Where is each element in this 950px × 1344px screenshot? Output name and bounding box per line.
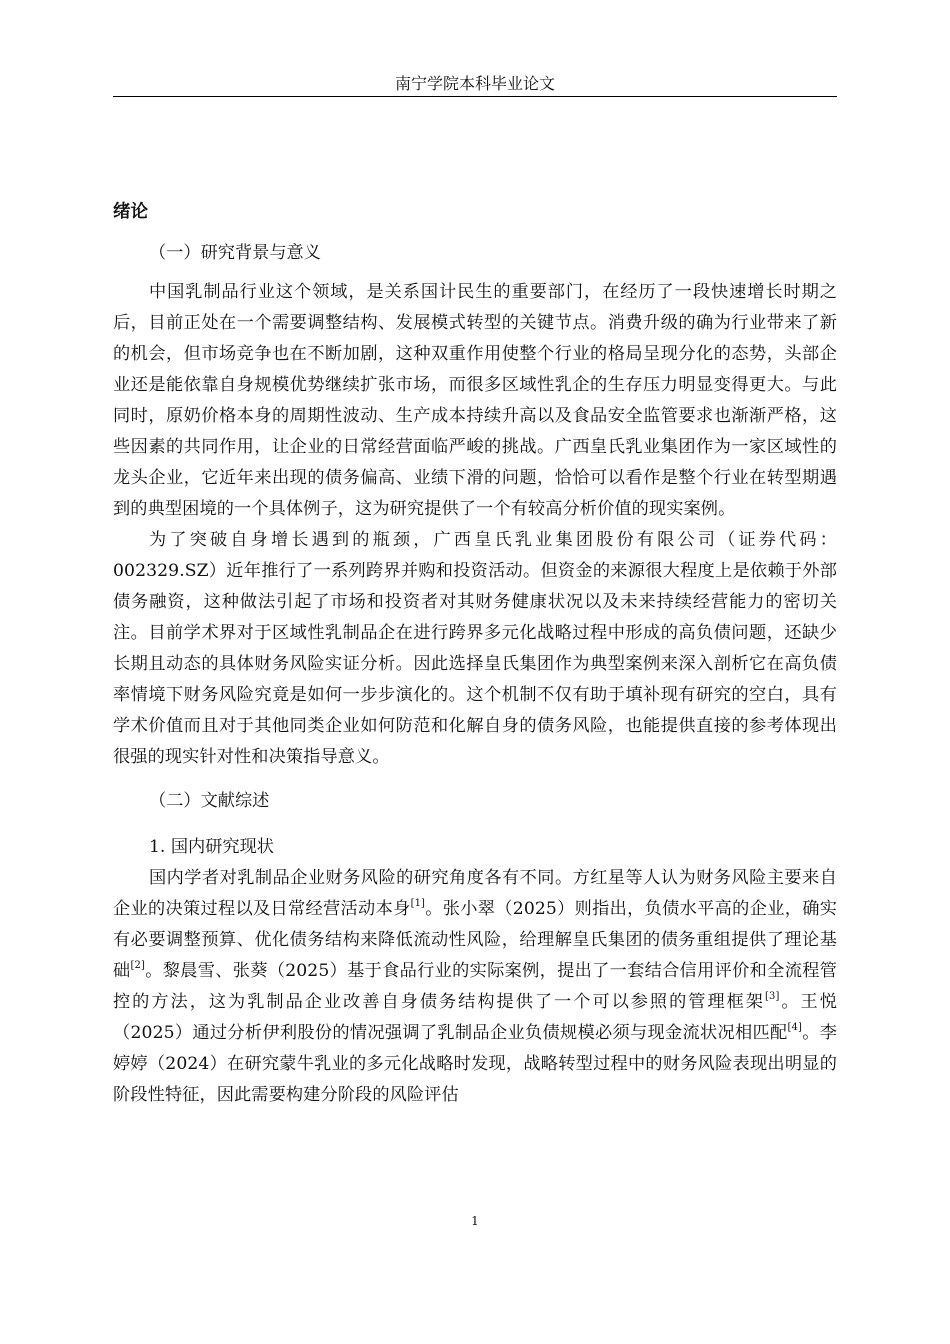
header-rule: [113, 96, 837, 97]
page-number: 1: [471, 1214, 479, 1228]
paragraph-background: 中国乳制品行业这个领域，是关系国计民生的重要部门，在经历了一段快速增长时期之后，目前正处在一个需要调整结构、发展模式转型的关键节点。消费升级的确为行业带来了新的机会，但市场竞争也在不断加剧，这种双重作用使整个行业的格局呈现分化的态势，头部企业还是能依靠自身规模优势继续扩张市场，而很多区域性乳企的生存压力明显变得更大。与此同时，原奶价格本身的周期性波动、生产成本持续升高以及食品安全监管要求也渐渐严格，这些因素的共同作用，让企业的日常经营面临严峻的挑战。广西皇氏乳业集团作为一家区域性的龙头企业，它近年来出现的债务偏高、业绩下滑的问题，恰恰可以看作是整个行业在转型期遇到的典型困境的一个具体例子，这为研究提供了一个有较高分析价值的现实案例。: [113, 282, 837, 519]
text-run: 国内学者对乳制品企业财务风险的研究角度各有不同。方红星等人认为财务风险主要来自企业的决策过程以及日常经营活动本身: [113, 868, 837, 919]
subsection-heading-domestic: 1. 国内研究现状: [149, 837, 274, 857]
page-body: [113, 196, 837, 1111]
text-run: 。王悦（2025）通过分析伊利股份的情况强调了乳制品企业负债规模必须与现金流状况相匹配: [113, 992, 837, 1043]
text-run: 。黎晨雪、张葵（2025）基于食品行业的实际案例，提出了一套结合信用评价和全流程管控的方法，这为乳制品企业改善自身债务结构提供了一个可以参照的管理框架: [113, 961, 837, 1012]
section-heading-background: （一）研究背景与意义: [149, 243, 321, 263]
citation-ref: [2]: [130, 960, 145, 972]
paragraph-significance: 为了突破自身增长遇到的瓶颈，广西皇氏乳业集团股份有限公司（证券代码：002329.SZ）近年推行了一系列跨界并购和投资活动。但资金的来源很大程度上是依赖于外部债务融资，这种做法引起了市场和投资者对其财务健康状况以及未来持续经营能力的密切关注。目前学术界对于区域性乳制品企在进行跨界多元化战略过程中形成的高负债问题，还缺少长期且动态的具体财务风险实证分析。因此选择皇氏集团作为典型案例来深入剖析它在高负债率情境下财务风险究竟是如何一步步演化的。这个机制不仅有助于填补现有研究的空白，具有学术价值而且对于其他同类企业如何防范和化解自身的债务风险，也能提供直接的参考体现出很强的现实针对性和决策指导意义。: [113, 530, 837, 767]
citation-ref: [1]: [410, 898, 426, 910]
running-header: 南宁学院本科毕业论文: [394, 74, 555, 93]
text-run: 。张小翠（2025）则指出，负债水平高的企业，确实有必要调整预算、优化债务结构来降低流动性风险，给理解皇氏集团的债务重组提供了理论基础: [113, 899, 837, 981]
citation-ref: [3]: [765, 991, 780, 1003]
paragraph-domestic-research: [113, 863, 837, 1111]
citation-ref: [4]: [787, 1022, 802, 1034]
section-heading-literature: （二）文献综述: [149, 791, 270, 811]
chapter-title: 绪论: [113, 202, 148, 222]
text-run: 。李婷婷（2024）在研究蒙牛乳业的多元化战略时发现，战略转型过程中的财务风险表现出明显的阶段性特征，因此需要构建分阶段的风险评估: [113, 1023, 837, 1105]
